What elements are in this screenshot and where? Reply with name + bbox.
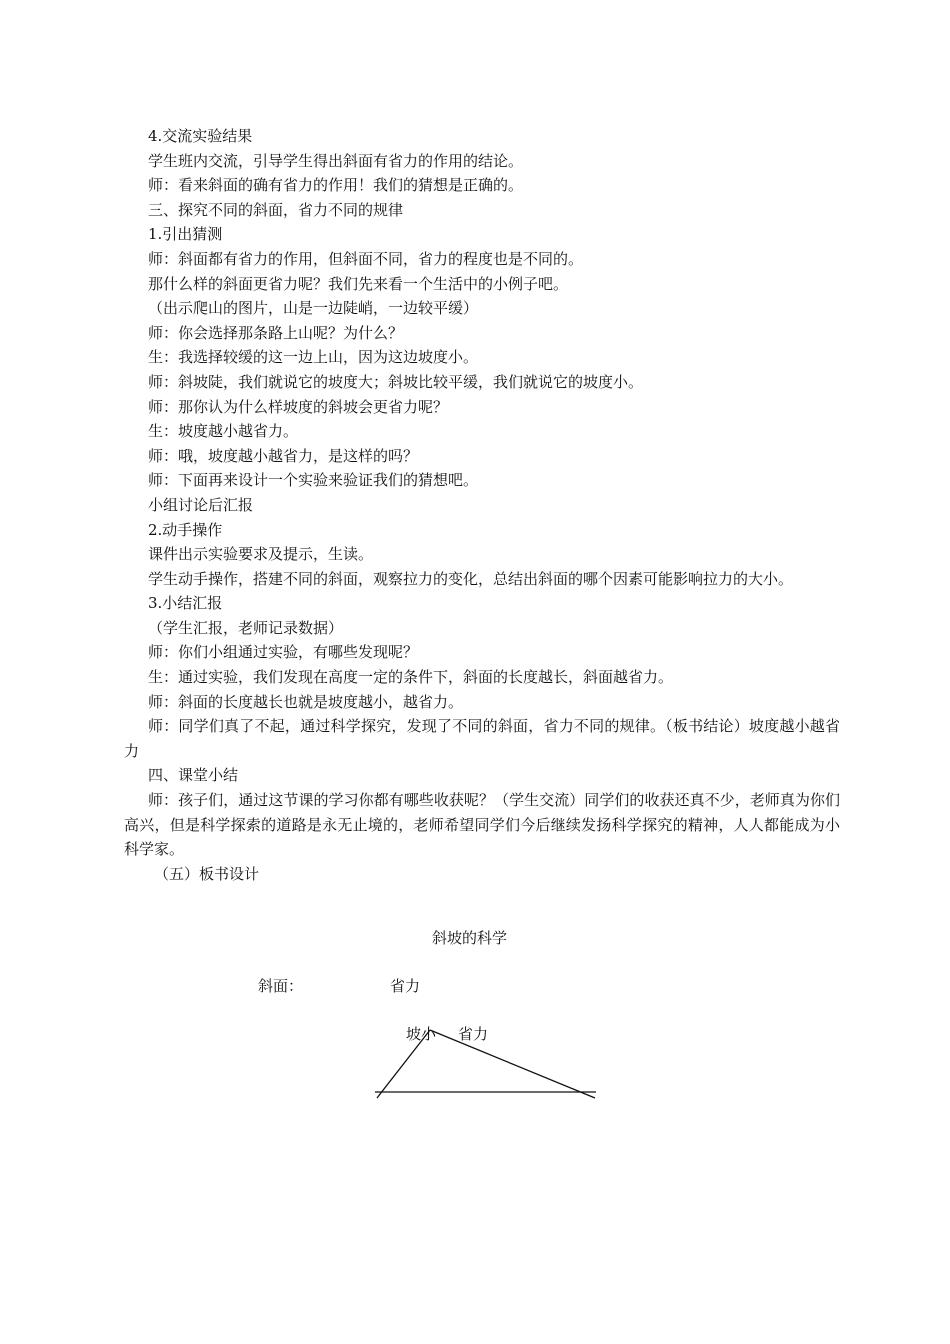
paragraph-17: 2.动手操作 <box>148 520 223 539</box>
paragraph-21: （学生汇报，老师记录数据） <box>148 618 344 637</box>
section-heading-3: 三、探究不同的斜面，省力不同的规律 <box>148 200 404 219</box>
board-row-label: 斜面： <box>258 977 304 995</box>
paragraph-7: 那什么样的斜面更省力呢？我们先来看一个生活中的小例子吧。 <box>148 274 569 293</box>
paragraph-6: 师：斜面都有省力的作用，但斜面不同，省力的程度也是不同的。 <box>148 249 584 268</box>
paragraph-24: 师：斜面的长度越长也就是坡度越小，越省力。 <box>148 692 464 711</box>
paragraph-9: 师：你会选择那条路上山呢？为什么？ <box>148 323 404 342</box>
paragraph-16: 小组讨论后汇报 <box>148 495 254 514</box>
paragraph-19: 学生动手操作，搭建不同的斜面，观察拉力的变化，总结出斜面的哪个因素可能影响拉力的大小。 <box>148 569 794 588</box>
paragraph-14: 师：哦，坡度越小越省力，是这样的吗？ <box>148 446 419 465</box>
paragraph-12: 师：那你认为什么样坡度的斜坡会更省力呢？ <box>148 397 449 416</box>
paragraph-25: 师：同学们真了不起，通过科学探究，发现了不同的斜面，省力不同的规律。（板书结论）坡度越小越省力 <box>124 717 840 760</box>
diagram-label-right: 省力 <box>458 1025 489 1043</box>
paragraph-27: 师：孩子们，通过这节课的学习你都有哪些收获呢？（学生交流）同学们的收获还真不少，老师真为你们高兴，但是科学探索的道路是永无止境的，老师希望同学们今后继续发扬科学探究的精神，人人都能成为小科学家。 <box>124 791 840 859</box>
paragraph-13: 生：坡度越小越省力。 <box>148 422 299 441</box>
board-section-label: （五）板书设计 <box>154 864 260 883</box>
paragraph-22: 师：你们小组通过实验，有哪些发现呢？ <box>148 643 419 662</box>
section-heading-4: 四、课堂小结 <box>148 766 239 785</box>
paragraph-3: 师：看来斜面的确有省力的作用！我们的猜想是正确的。 <box>148 176 524 195</box>
diagram-label-left: 坡小 <box>406 1025 437 1043</box>
paragraph-2: 学生班内交流，引导学生得出斜面有省力的作用的结论。 <box>148 151 524 170</box>
paragraph-1: 4.交流实验结果 <box>148 127 253 145</box>
gentle-slope-line <box>430 1030 595 1098</box>
paragraph-8: （出示爬山的图片，山是一边陡峭，一边较平缓） <box>148 299 479 318</box>
paragraph-23: 生：通过实验，我们发现在高度一定的条件下，斜面的长度越长，斜面越省力。 <box>148 668 674 687</box>
paragraph-11: 师：斜坡陡，我们就说它的坡度大；斜坡比较平缓，我们就说它的坡度小。 <box>148 372 644 391</box>
paragraph-20: 3.小结汇报 <box>148 594 223 613</box>
paragraph-10: 生：我选择较缓的这一边上山，因为这边坡度小。 <box>148 348 479 367</box>
paragraph-15: 师：下面再来设计一个实验来验证我们的猜想吧。 <box>148 471 479 490</box>
paragraph-18: 课件出示实验要求及提示，生读。 <box>148 545 374 564</box>
board-title: 斜坡的科学 <box>432 929 508 947</box>
steep-side-line <box>377 1030 430 1098</box>
paragraph-5: 1.引出猜测 <box>148 225 223 244</box>
board-row-value: 省力 <box>390 977 421 995</box>
